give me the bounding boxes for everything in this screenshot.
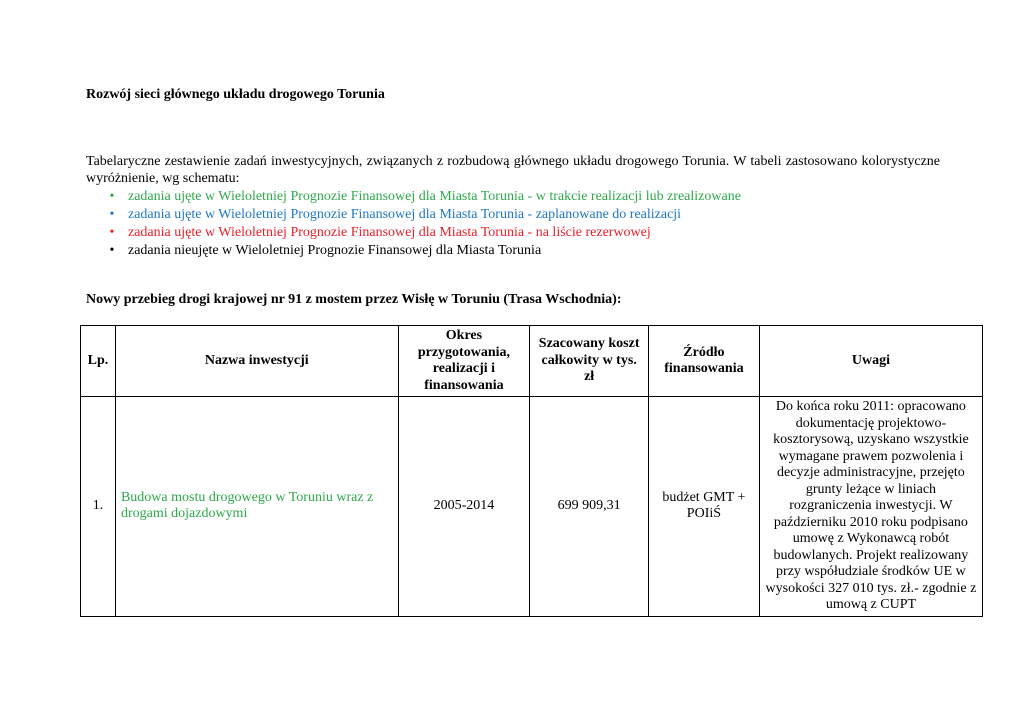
legend-item-reserve	[106, 224, 741, 242]
legend-item-not-included	[106, 242, 741, 260]
legend-text: zadania ujęte w Wieloletniej Prognozie Finansowej dla Miasta Torunia - zaplanowane do realizacji	[128, 207, 682, 222]
header-source: Źródło finansowania	[649, 326, 760, 397]
cell-name: Budowa mostu drogowego w Toruniu wraz z drogami dojazdowymi	[115, 397, 398, 617]
legend-list	[106, 188, 741, 260]
intro-paragraph: Tabelaryczne zestawienie zadań inwestycyjnych, związanych z rozbudową głównego układu drogowego Torunia. W tabeli zastosowano kolorystyczne wyróżnienie, wg schematu:	[86, 154, 940, 186]
legend-text: zadania ujęte w Wieloletniej Prognozie Finansowej dla Miasta Torunia - na liście rezerwowej	[128, 225, 651, 240]
cell-notes: Do końca roku 2011: opracowano dokumentację projektowo-kosztorysową, uzyskano wszystkie wymagane prawem pozwolenia i decyzje administracyjne, przejęto grunty leżące w liniach rozgraniczenia inwestycji. W październiku 2010 roku podpisano umowę z Wykonawcą robót budowlanych. Projekt realizowany przy współudziale środków UE w wysokości 327 010 tys. zł.- zgodnie z umową z CUPT	[759, 397, 982, 617]
section-heading: Nowy przebieg drogi krajowej nr 91 z mostem przez Wisłę w Toruniu (Trasa Wschodnia):	[86, 292, 622, 307]
cell-source: budżet GMT + POIiŚ	[649, 397, 760, 617]
legend-text: zadania nieujęte w Wieloletniej Prognozie Finansowej dla Miasta Torunia	[128, 243, 542, 258]
investment-table	[80, 325, 983, 617]
header-name: Nazwa inwestycji	[115, 326, 398, 397]
cell-cost: 699 909,31	[530, 397, 649, 617]
bullet-icon: •	[109, 243, 115, 258]
header-lp: Lp.	[81, 326, 116, 397]
legend-item-planned	[106, 206, 741, 224]
legend-text: zadania ujęte w Wieloletniej Prognozie Finansowej dla Miasta Torunia - w trakcie realizacji lub zrealizowane	[128, 189, 741, 204]
table-header-row	[81, 326, 983, 397]
cell-lp: 1.	[81, 397, 116, 617]
header-cost: Szacowany koszt całkowity w tys. zł	[530, 326, 649, 397]
header-period: Okres przygotowania, realizacji i finansowania	[398, 326, 530, 397]
table-row	[81, 397, 983, 617]
bullet-icon: •	[109, 207, 115, 222]
legend-item-in-progress	[106, 188, 741, 206]
bullet-icon: •	[109, 225, 115, 240]
header-notes: Uwagi	[759, 326, 982, 397]
page-title: Rozwój sieci głównego układu drogowego Torunia	[86, 87, 385, 102]
cell-period: 2005-2014	[398, 397, 530, 617]
bullet-icon: •	[109, 189, 115, 204]
